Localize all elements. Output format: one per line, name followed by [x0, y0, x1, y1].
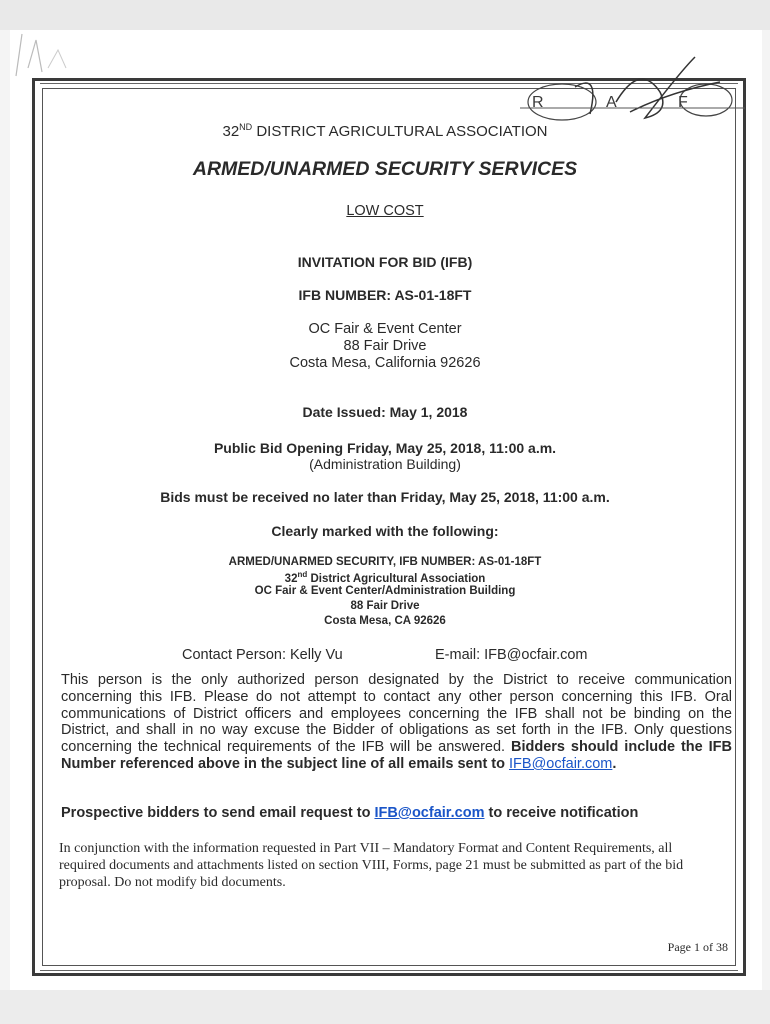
bid-deadline: Bids must be received no later than Friday, May 25, 2018, 11:00 a.m. — [160, 489, 610, 505]
border-rule — [40, 970, 738, 971]
marking-line-5: Costa Mesa, CA 92626 — [324, 615, 446, 627]
notification-email-link[interactable]: IFB@ocfair.com — [374, 805, 485, 821]
policy-bold-text: Bidders should include the IFB Number referenced above in the subject line of all emails sent to — [61, 739, 732, 772]
ifb-number: IFB NUMBER: AS-01-18FT — [298, 287, 472, 303]
marking-line-2-text: District Agricultural Association — [307, 572, 486, 585]
policy-text: This person is the only authorized person designated by the District to receive communication concerning this IFB. Please do not attempt to contact any other person concerning this IFB. Oral communications of District officers and employees concerning the IFB shall not be binding on the District, and shall in no way excuse the Bidder of obligations as set forth in the IFB. Only questions concerning the technical requirements of the IFB will be answered. — [61, 672, 732, 756]
association-name-text: DISTRICT AGRICULTURAL ASSOCIATION — [252, 123, 548, 140]
marking-line-1: ARMED/UNARMED SECURITY, IFB NUMBER: AS-01-18FT — [228, 556, 542, 568]
marking-ordinal-suffix: nd — [297, 570, 308, 579]
association-ordinal: 32 — [222, 123, 240, 140]
document-title: ARMED/UNARMED SECURITY SERVICES — [192, 158, 578, 180]
contact-email: E-mail: IFB@ocfair.com — [435, 647, 588, 663]
public-bid-opening: Public Bid Opening Friday, May 25, 2018, 11:00 a.m. — [213, 440, 557, 456]
requirements-paragraph: In conjunction with the information requested in Part VII – Mandatory Format and Content Requirements, all required documents and attachments listed on section VIII, Forms, page 21 must be submitted as part of the bid proposal. Do not modify bid documents. — [59, 841, 684, 890]
ifb-heading: INVITATION FOR BID (IFB) — [297, 254, 473, 270]
marking-line-2 — [0, 570, 770, 585]
marking-line-4: 88 Fair Drive — [350, 600, 420, 612]
address-line-2: 88 Fair Drive — [343, 338, 427, 354]
scan-edge-bottom — [0, 990, 770, 1024]
signature-scribble — [520, 52, 750, 132]
marking-line-3: OC Fair & Event Center/Administration Building — [254, 585, 516, 597]
scan-artifact-mark — [8, 28, 68, 78]
opening-location: (Administration Building) — [309, 456, 461, 472]
date-issued: Date Issued: May 1, 2018 — [302, 404, 468, 420]
stamp-letter-r: R — [532, 94, 544, 111]
marking-ordinal: 32 — [284, 572, 298, 585]
address-line-1: OC Fair & Event Center — [308, 321, 462, 337]
stamp-letter-f: F — [678, 94, 688, 111]
association-name — [0, 122, 770, 140]
ifb-email-link[interactable]: IFB@ocfair.com — [509, 755, 613, 772]
page-number: Page 1 of 38 — [667, 940, 728, 954]
prospect-text: Prospective bidders to send email request to — [61, 805, 375, 821]
association-ordinal-suffix: ND — [239, 122, 253, 132]
address-line-3: Costa Mesa, California 92626 — [289, 355, 481, 371]
scan-edge-top — [0, 0, 770, 30]
low-cost-label: LOW COST — [346, 203, 424, 219]
prospective-bidders-note — [61, 805, 638, 821]
communication-policy-paragraph — [61, 672, 732, 773]
contact-person: Contact Person: Kelly Vu — [182, 647, 343, 663]
received-stamp-signature — [520, 52, 750, 132]
marking-heading: Clearly marked with the following: — [271, 523, 499, 539]
policy-end: . — [612, 755, 617, 772]
stamp-letter-a: A — [606, 94, 617, 111]
prospect-text-end: to receive notification — [484, 805, 639, 821]
